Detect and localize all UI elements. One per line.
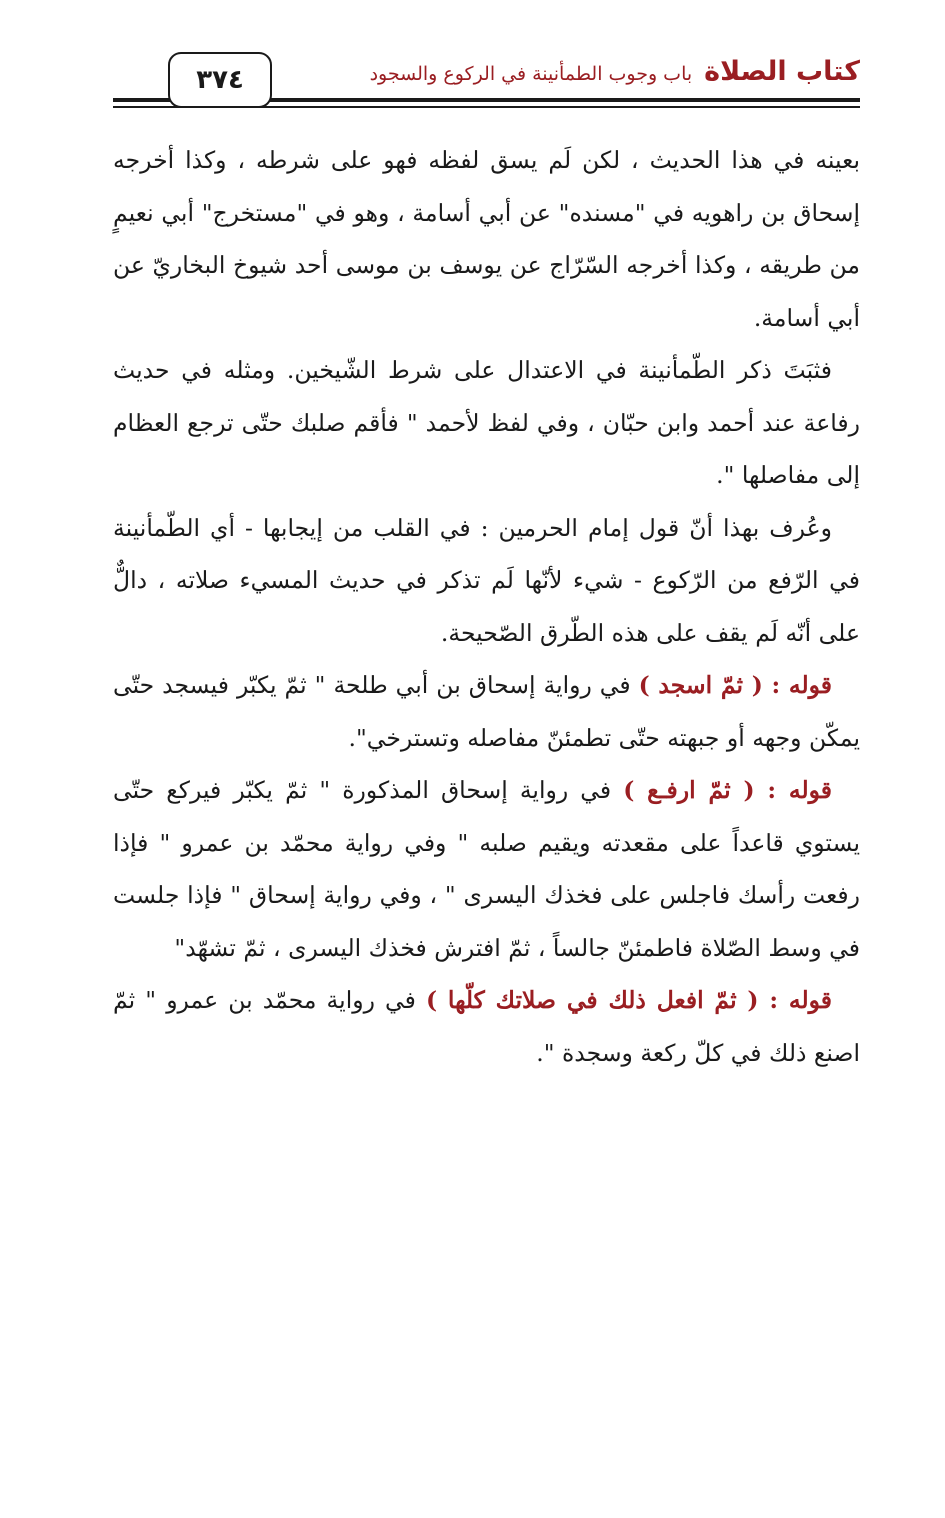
page-number-box: [168, 52, 272, 108]
book-title: كتاب الصلاة: [704, 56, 860, 87]
page-header: [113, 42, 860, 110]
chapter-title: باب وجوب الطمأنينة في الركوع والسجود: [369, 63, 693, 85]
page-number: ٣٧٤: [196, 65, 244, 95]
paragraph-text: وعُرف بهذا أنّ قول إمام الحرمين : في القلب من إيجابها - أي الطّمأنينة في الرّفع من الرّكوع - شيء لأنّها لَم تذكر في حديث المسيء صلاته ، دالٌّ على أنّه لَم يقف على هذه الطّرق الصّحيحة.: [113, 513, 860, 647]
paragraph-text: في رواية إسحاق المذكورة " ثمّ يكبّر فيركع حتّى يستوي قاعداً على مقعدته ويقيم صلبه " وفي رواية محمّد بن عمرو " فإذا رفعت رأسك فاجلس على فخذك اليسرى " ، وفي رواية إسحاق " فإذا جلست في وسط الصّلاة فاطمئنّ جالساً ، ثمّ افترش فخذك اليسرى ، ثمّ تشهّد": [113, 776, 860, 962]
paragraph-text: في رواية محمّد بن عمرو " ثمّ اصنع ذلك في كلّ ركعة وسجدة ".: [113, 986, 860, 1067]
paragraph-3: [113, 502, 860, 660]
hadith-quote-lead: قوله : ( ثمّ ارفـع ): [623, 776, 832, 804]
hadith-quote-lead: قوله : ( ثمّ افعل ذلك في صلاتك كلّها ): [425, 986, 832, 1014]
hadith-quote-lead: قوله : ( ثمّ اسجد ): [638, 671, 832, 699]
running-head: [370, 56, 860, 87]
paragraph-text: بعينه في هذا الحديث ، لكن لَم يسق لفظه فهو على شرطه ، وكذا أخرجه إسحاق بن راهويه في "مسنده" عن أبي أسامة ، وهو في "مستخرج" أبي نعيمٍ من طريقه ، وكذا أخرجه السّرّاج عن يوسف بن موسى أحد شيوخ البخاريّ عن أبي أسامة.: [113, 146, 860, 332]
body-text: [113, 134, 860, 1079]
paragraph-1: [113, 134, 860, 344]
paragraph-6: [113, 974, 860, 1079]
paragraph-4: [113, 659, 860, 764]
paragraph-2: [113, 344, 860, 502]
paragraph-5: [113, 764, 860, 974]
paragraph-text: في رواية إسحاق بن أبي طلحة " ثمّ يكبّر فيسجد حتّى يمكّن وجهه أو جبهته حتّى تطمئنّ مفاصله وتسترخي".: [113, 671, 860, 752]
paragraph-text: فثبَتَ ذكر الطّمأنينة في الاعتدال على شرط الشّيخين. ومثله في حديث رفاعة عند أحمد وابن حبّان ، وفي لفظ لأحمد " فأقم صلبك حتّى ترجع العظام إلى مفاصلها ".: [113, 356, 860, 489]
